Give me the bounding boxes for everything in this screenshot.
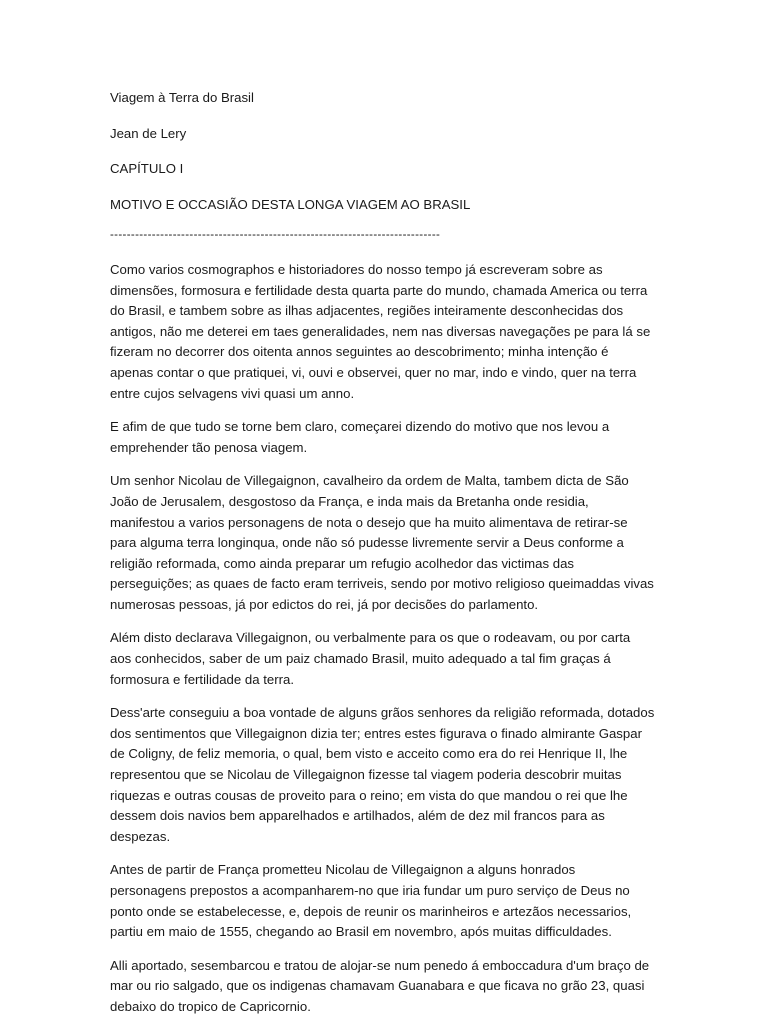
chapter-label: CAPÍTULO I (110, 161, 184, 177)
paragraph-5: Dess'arte conseguiu a boa vontade de alguns grãos senhores da religião reformada, dotados dos sentimentos que Villegaignon dizia ter; entres estes figurava o finado almirante Gaspar de Coligny, de feliz memoria, o qual, bem visto e acceito como era do rei Henrique II, lhe representou que se Nicolau de Villegaignon fizesse tal viagem poderia descobrir muitas riquezas e outras cousas de proveito para o reino; em vista do que mandou o rei que lhe dessem dois navios bem apparelhados e artilhados, além de dez mil francos para as despezas. (110, 705, 655, 844)
paragraph-3: Um senhor Nicolau de Villegaignon, cavalheiro da ordem de Malta, tambem dicta de São João de Jerusalem, desgostoso da França, e inda mais da Bretanha onde residia, manifestou a varios personagens de nota o desejo que ha muito alimentava de retirar-se para alguma terra longinqua, onde não só pudesse livremente servir a Deus conforme a religião reformada, como ainda preparar um refugio acolhedor das victimas das perseguições; as quaes de facto eram terriveis, sendo por motivo religioso queimaddas vivas numerosas pessoas, já por edictos do rei, já por decisões do parlamento. (110, 473, 654, 612)
paragraph-6: Antes de partir de França prometteu Nicolau de Villegaignon a alguns honrados personagens prepostos a acompanharem-no que iria fundar um puro serviço de Deus no ponto onde se estabelecesse, e, depois de reunir os marinheiros e artezãos necessarios, partiu em maio de 1555, chegando ao Brasil em novembro, após muitas difficuldades. (110, 862, 632, 940)
paragraph-2: E afim de que tudo se torne bem claro, começarei dizendo do motivo que nos levou a emprehender tão penosa viagem. (110, 419, 610, 455)
paragraph-7: Alli aportado, sesembarcou e tratou de alojar-se num penedo á emboccadura d'um braço de mar ou rio salgado, que os indigenas chamavam Guanabara e que ficava no grão 23, quasi debaixo do tropico de Capricornio. (110, 957, 650, 1014)
separator-line: ------------------------------------------------------------------------------- (110, 229, 441, 242)
document-author: Jean de Lery (110, 125, 187, 141)
paragraph-4: Além disto declarava Villegaignon, ou verbalmente para os que o rodeavam, ou por carta aos conhecidos, saber de um paiz chamado Brasil, muito adequado a tal fim graças á formosura e fertilidade da terra. (110, 630, 631, 687)
document-page (110, 88, 655, 1031)
chapter-heading: MOTIVO E OCCASIÃO DESTA LONGA VIAGEM AO BRASIL (110, 196, 471, 212)
paragraph-1: Como varios cosmographos e historiadores do nosso tempo já escreveram sobre as dimensões, formosura e fertilidade desta quarta parte do mundo, chamada America ou terra do Brasil, e tambem sobre as ilhas adjacentes, regiões inteiramente desconhecidas dos antigos, não me deterei em taes generalidades, nem nas diversas navegações pe para lá se fizeram no decorrer dos oitenta annos seguintes ao descobrimento; minha intenção é apenas contar o que pratiquei, vi, ouvi e observei, quer no mar, indo e vindo, quer na terra entre cujos selvagens vivi quasi um anno. (110, 261, 651, 401)
document-title: Viagem à Terra do Brasil (110, 90, 254, 105)
